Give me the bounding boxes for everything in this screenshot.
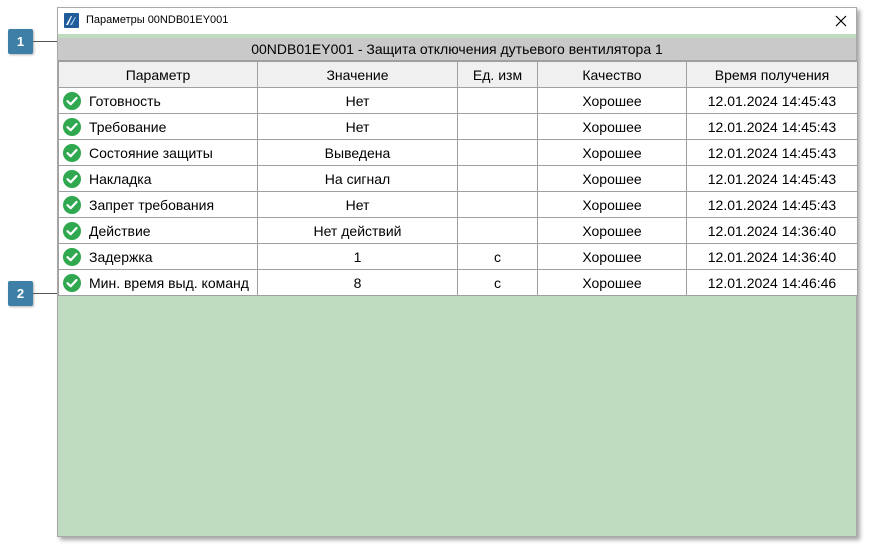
cell-quality: Хорошее: [538, 166, 687, 192]
cell-time: 12.01.2024 14:45:43: [687, 166, 858, 192]
cell-quality: Хорошее: [538, 244, 687, 270]
column-header-value[interactable]: Значение: [258, 62, 458, 88]
cell-value: 1: [258, 244, 458, 270]
cell-value: Нет: [258, 88, 458, 114]
cell-parameter: [59, 270, 258, 296]
parameter-name: Запрет требования: [89, 196, 215, 213]
cell-parameter: [59, 88, 258, 114]
parameters-window: [57, 7, 857, 537]
table-row[interactable]: [59, 114, 858, 140]
cell-value: Нет: [258, 192, 458, 218]
cell-parameter: [59, 114, 258, 140]
cell-unit: [458, 192, 538, 218]
column-header-quality[interactable]: Качество: [538, 62, 687, 88]
table-row[interactable]: [59, 140, 858, 166]
window-title: Параметры 00NDB01EY001: [86, 14, 229, 26]
cell-time: 12.01.2024 14:45:43: [687, 88, 858, 114]
cell-value: 8: [258, 270, 458, 296]
title-bar: [58, 8, 856, 34]
cell-value: Выведена: [258, 140, 458, 166]
column-header-parameter[interactable]: Параметр: [59, 62, 258, 88]
cell-unit: [458, 114, 538, 140]
column-header-time[interactable]: Время получения: [687, 62, 858, 88]
parameter-name: Задержка: [89, 248, 153, 265]
cell-quality: Хорошее: [538, 192, 687, 218]
cell-time: 12.01.2024 14:45:43: [687, 114, 858, 140]
check-circle-icon: [63, 118, 81, 136]
parameters-table: [58, 61, 858, 296]
cell-value: Нет: [258, 114, 458, 140]
table-row[interactable]: [59, 244, 858, 270]
close-icon: [835, 15, 847, 27]
cell-quality: Хорошее: [538, 88, 687, 114]
check-circle-icon: [63, 248, 81, 266]
callout-1: 1: [8, 29, 33, 54]
parameter-name: Готовность: [89, 92, 161, 109]
table-row[interactable]: [59, 88, 858, 114]
parameter-name: Накладка: [89, 170, 152, 187]
cell-unit: с: [458, 244, 538, 270]
cell-unit: [458, 140, 538, 166]
callout-2: 2: [8, 281, 33, 306]
cell-quality: Хорошее: [538, 218, 687, 244]
cell-parameter: [59, 166, 258, 192]
table-row[interactable]: [59, 166, 858, 192]
parameter-name: Действие: [89, 222, 151, 239]
cell-parameter: [59, 192, 258, 218]
cell-unit: [458, 166, 538, 192]
cell-parameter: [59, 218, 258, 244]
cell-unit: с: [458, 270, 538, 296]
check-circle-icon: [63, 196, 81, 214]
parameter-name: Состояние защиты: [89, 144, 213, 161]
cell-quality: Хорошее: [538, 114, 687, 140]
check-circle-icon: [63, 222, 81, 240]
table-row[interactable]: [59, 270, 858, 296]
check-circle-icon: [63, 170, 81, 188]
cell-value: На сигнал: [258, 166, 458, 192]
table-header-row: [59, 62, 858, 88]
table-row[interactable]: [59, 192, 858, 218]
parameter-name: Требование: [89, 118, 167, 135]
cell-unit: [458, 218, 538, 244]
cell-quality: Хорошее: [538, 270, 687, 296]
cell-value: Нет действий: [258, 218, 458, 244]
cell-time: 12.01.2024 14:36:40: [687, 244, 858, 270]
close-button[interactable]: [830, 10, 852, 32]
callout-1-line: [33, 41, 58, 42]
cell-parameter: [59, 244, 258, 270]
cell-parameter: [59, 140, 258, 166]
check-circle-icon: [63, 144, 81, 162]
cell-time: 12.01.2024 14:45:43: [687, 140, 858, 166]
check-circle-icon: [63, 274, 81, 292]
object-header: 00NDB01EY001 - Защита отключения дутьевого вентилятора 1: [58, 38, 856, 61]
app-logo-icon: [64, 13, 79, 28]
cell-time: 12.01.2024 14:45:43: [687, 192, 858, 218]
cell-unit: [458, 88, 538, 114]
parameter-name: Мин. время выд. команд: [89, 274, 249, 291]
cell-time: 12.01.2024 14:46:46: [687, 270, 858, 296]
cell-time: 12.01.2024 14:36:40: [687, 218, 858, 244]
callout-2-line: [33, 293, 58, 294]
column-header-unit[interactable]: Ед. изм: [458, 62, 538, 88]
cell-quality: Хорошее: [538, 140, 687, 166]
table-row[interactable]: [59, 218, 858, 244]
check-circle-icon: [63, 92, 81, 110]
